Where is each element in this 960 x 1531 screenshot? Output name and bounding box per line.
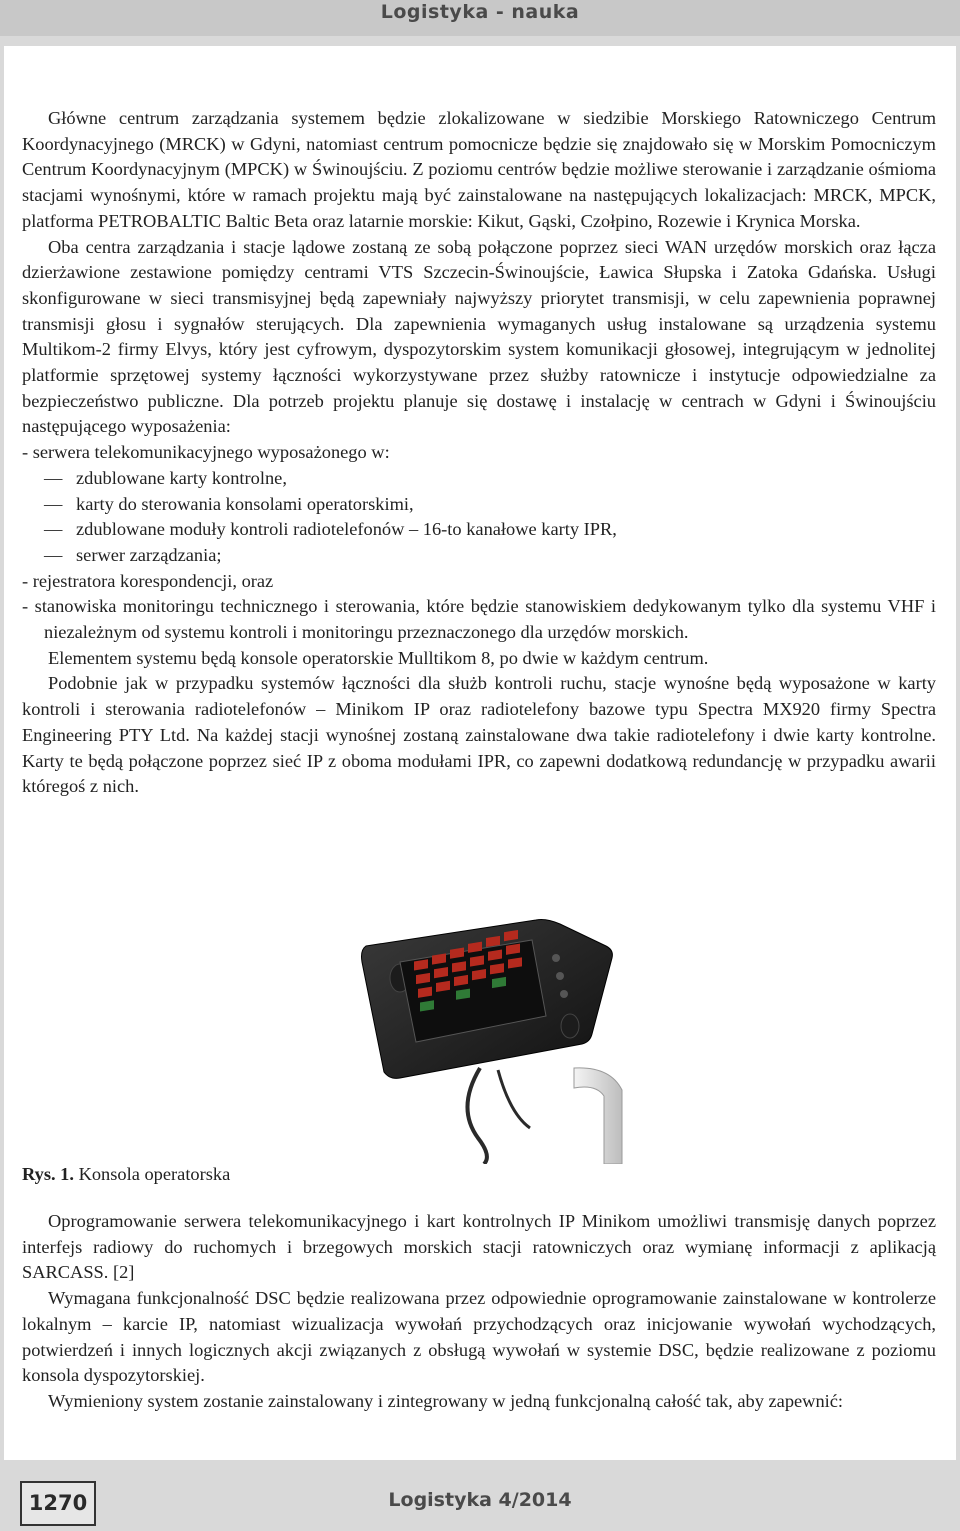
dash-mark: — xyxy=(44,544,63,565)
paragraph: Elementem systemu będą konsole operatorskie Mulltikom 8, po dwie w każdym centrum. xyxy=(48,647,709,668)
paragraph: Oba centra zarządzania i stacje lądowe zostaną ze sobą połączone poprzez sieci WAN urzędów morskich oraz łącza dzierżawione zestawione pomiędzy centrami VTS Szczecin-Świnoujście, Ławica Słupska i Zatoka Gdańska. Usługi skonfigurowane w sieci transmisyjnej będą zapewniały najwyższy priorytet transmisji, w celu zapewnienia poprawnej transmisji głosu i sygnałów sterujących. Dla zapewnienia wymaganych usług instalowane są urządzenia systemu Multikom-2 firmy Elvys, który jest cyfrowym, dyspozytorskim system komunikacji głosowej, integrującym w jednolitej platformie sprzętowej systemy łączności wykorzystywane przez służby ratownicze i instytucje odpowiedzialne za bezpieczeństwo publiczne. Dla potrzeb projektu planuje się dostawę i instalację w centrach w Gdyni i Świnoujściu następującego wyposażenia: xyxy=(22,236,936,437)
paragraph: Wymieniony system zostanie zainstalowany i zintegrowany w jedną funkcjonalną całość tak, aby zapewnić: xyxy=(48,1390,844,1411)
sublist-item xyxy=(44,517,936,543)
paragraph: Podobnie jak w przypadku systemów łączności dla służb kontroli ruchu, stacje wynośne będą wyposażone w karty kontroli i sterowania radiotelefonów – Minikom IP oraz radiotelefony bazowe typu Spectra MX920 firmy Spectra Engineering PTY Ltd. Na każdej stacji wynośnej zostaną zainstalowane dwa takie radiotelefony i dwie karty kontrolne. Karty te będą połączone poprzez sieć IP z oboma modułami IPR, co zapewni dodatkową redundancję w przypadku awarii któregoś z nich. xyxy=(22,673,936,797)
paragraph: Główne centrum zarządzania systemem będzie zlokalizowane w siedzibie Morskiego Ratowniczego Centrum Koordynacyjnego (MRCK) w Gdyni, natomiast centrum pomocnicze będzie się znajdowało się w Morskim Pomocniczym Centrum Koordynacyjnym (MPCK) w Świnoujściu. Z poziomu centrów będzie możliwe sterowanie i zarządzanie ośmioma stacjami wynośnymi, które w ramach projektu mają być zainstalowane na następujących lokalizacjach: MRCK, MPCK, platforma PETROBALTIC Baltic Beta oraz latarnie morskie: Kikut, Gąski, Czołpino, Rozewie i Krynica Morska. xyxy=(22,108,936,231)
console-illustration xyxy=(360,918,648,1164)
page-number: 1270 xyxy=(20,1481,96,1526)
caption-label: Rys. 1. xyxy=(22,1164,74,1184)
sublist-item xyxy=(44,492,936,518)
operator-console-image xyxy=(360,918,648,1164)
figure-caption xyxy=(22,1162,230,1187)
sublist-item-text: zdublowane moduły kontroli radiotelefonów – 16-to kanałowe karty IPR, xyxy=(76,519,617,540)
paragraph: Oprogramowanie serwera telekomunikacyjnego i kart kontrolnych IP Minikom umożliwi transmisję danych poprzez interfejs radiowy do ruchomych i brzegowych morskich stacji ratowniczych oraz wymianę informacji z aplikacją SARCASS. [2] xyxy=(22,1211,936,1283)
caption-text: Konsola operatorska xyxy=(73,1164,231,1184)
dash-mark: — xyxy=(44,493,63,514)
dash-mark: — xyxy=(44,467,63,488)
body-text-bottom xyxy=(22,1209,936,1415)
body-text-top xyxy=(22,106,936,800)
paragraph: Wymagana funkcjonalność DSC będzie realizowana przez odpowiednie oprogramowanie zainstalowane w kontrolerze lokalnym – karcie IP, natomiast wizualizacja wywołań przychodzących oraz inicjowanie wywołań wychodzących, potwierdzeń i innych logicznych akcji związanych z obsługą wywołań w systemie DSC, będzie realizowane z poziomu konsola dyspozytorskiej. xyxy=(22,1288,936,1386)
list-item: - rejestratora korespondencji, oraz xyxy=(22,570,274,591)
dash-mark: — xyxy=(44,519,63,540)
sublist-item xyxy=(44,466,936,492)
journal-header: Logistyka - nauka xyxy=(380,1,580,23)
sublist-item-text: karty do sterowania konsolami operatorskimi, xyxy=(76,493,414,514)
list-item: - serwera telekomunikacyjnego wyposażonego w: xyxy=(22,442,390,463)
sublist-item xyxy=(44,543,936,569)
sublist xyxy=(22,466,936,569)
footer-journal-issue: Logistyka 4/2014 xyxy=(388,1489,572,1511)
sublist-item-text: serwer zarządzania; xyxy=(76,544,222,565)
list-item: - stanowiska monitoringu technicznego i sterowania, które będzie stanowiskiem dedykowanym tylko dla systemu VHF i niezależnym od systemu kontroli i monitoringu przeznaczonego dla urzędów morskich. xyxy=(22,596,936,643)
sublist-item-text: zdublowane karty kontrolne, xyxy=(76,467,287,488)
